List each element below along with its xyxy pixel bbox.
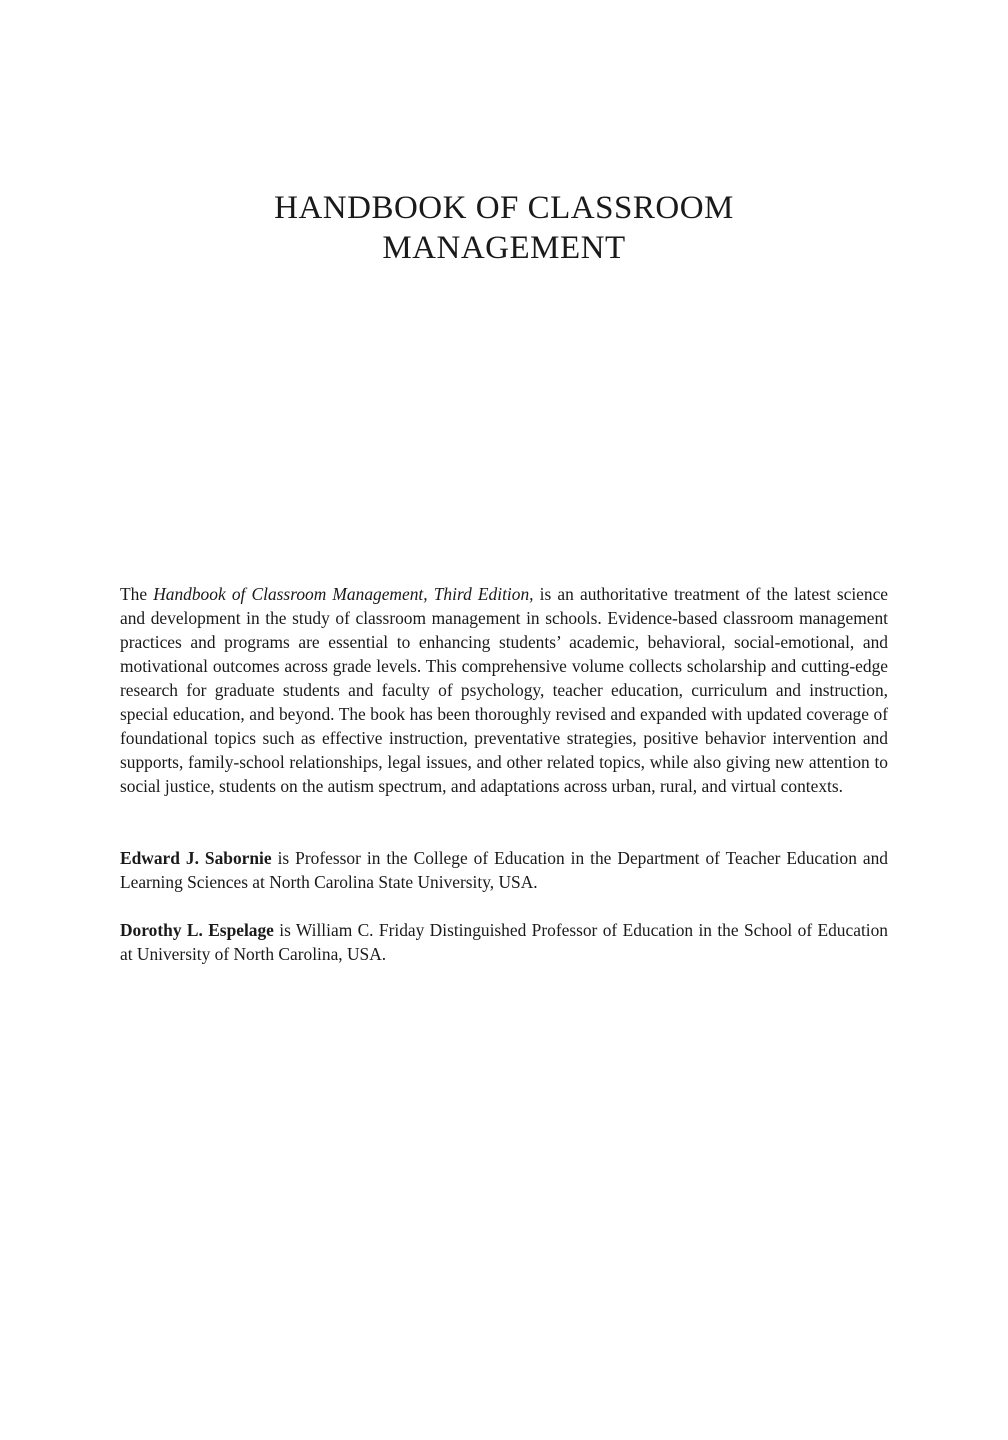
author-bio-text-2: is William C. Friday Distinguished Professor of Education in the School of Education at University of North Carolina, USA. bbox=[120, 920, 888, 964]
book-description bbox=[120, 582, 888, 798]
book-title-line-2: MANAGEMENT bbox=[382, 230, 626, 266]
book-title-line-1: HANDBOOK OF CLASSROOM bbox=[274, 190, 734, 226]
author-bio-1 bbox=[120, 846, 888, 894]
book-title bbox=[0, 188, 1008, 268]
author-name-1: Edward J. Sabornie bbox=[120, 848, 272, 868]
author-name-2: Dorothy L. Espelage bbox=[120, 920, 274, 940]
description-prefix: The bbox=[120, 584, 154, 604]
author-bio-2 bbox=[120, 918, 888, 966]
description-text: is an authoritative treatment of the latest science and development in the study of classroom management in schools. Evidence-based classroom management practices and programs are essential to enhancing students’ academic, behavioral, social-emotional, and motivational outcomes across grade levels. This comprehensive volume collects scholarship and cutting-edge research for graduate students and faculty of psychology, teacher education, curriculum and instruction, special education, and beyond. The book has been thoroughly revised and expanded with updated coverage of foundational topics such as effective instruction, preventative strategies, positive behavior intervention and supports, family-school relationships, legal issues, and other related topics, while also giving new attention to social justice, students on the autism spectrum, and adaptations across urban, rural, and virtual contexts. bbox=[120, 584, 889, 796]
author-bio-text-1: is Professor in the College of Education in the Department of Teacher Education and Learning Sciences at North Carolina State University, USA. bbox=[120, 848, 888, 892]
description-book-title: Handbook of Classroom Management, Third Edition, bbox=[153, 584, 534, 604]
